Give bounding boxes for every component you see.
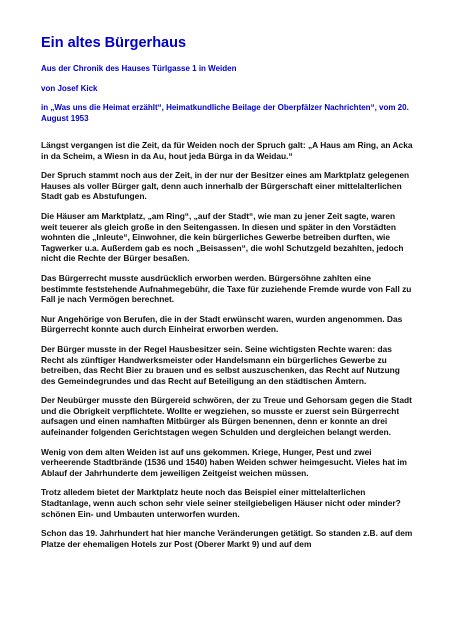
paragraph-8: Wenig von dem alten Weiden ist auf uns gekommen. Kriege, Hunger, Pest und zwei verheerende Stadtbrände (1536 und 1540) haben Weiden schwer heimgesucht. Vieles hat im Ablauf der Jahrhunderte dem jeweiligen Zeitgeist weichen müssen. <box>41 446 407 478</box>
paragraph-3: Die Häuser am Marktplatz, „am Ring“, „auf der Stadt“, wie man zu jener Zeit sagte, waren weit teuerer als gleich große in den Seitengassen. In diesen und später in den Vorstädten wohnten die „Inleute“, Einwohner, die kein bürgerliches Gewerbe betreiben durften, wie Tagwerker u.a. Außerdem gab es noch „Beisassen“, die wohl Schutzgeld bezahlten, jedoch nicht die Rechte der Bürger besaßen. <box>41 210 404 264</box>
document-subtitle: Aus der Chronik des Hauses Türlgasse 1 in Weiden <box>41 64 237 73</box>
paragraph-2: Der Spruch stammt noch aus der Zeit, in der nur der Besitzer eines am Marktplatz gelegenen Hauses als voller Bürger galt, denn auch innerhalb der Bürgerschaft einer mittelalterlichen Stadt gab es Abstufungen. <box>41 170 410 202</box>
document-page <box>41 34 413 634</box>
paragraph-10: Schon das 19. Jahrhundert hat hier manche Veränderungen getätigt. So standen z.B. auf dem Platze der ehemaligen Hotels zur Post (Oberer Markt 9) und auf dem <box>41 528 413 549</box>
document-source: in „Was uns die Heimat erzählt“, Heimatkundliche Beilage der Oberpfälzer Nachrichten“, vom 20. August 1953 <box>41 103 409 123</box>
document-title: Ein altes Bürgerhaus <box>41 35 187 51</box>
paragraph-5: Nur Angehörige von Berufen, die in der Stadt erwünscht waren, wurden angenommen. Das Bürgerrecht konnte auch durch Einheirat erworben werden. <box>41 313 403 335</box>
paragraph-4: Das Bürgerrecht musste ausdrücklich erworben werden. Bürgersöhne zahlten eine bestimmte feststehende Aufnahmegebühr, die Taxe für zuziehende Fremde wurde von Fall zu Fall je nach Vermögen berechnet. <box>41 272 412 305</box>
paragraph-1: Längst vergangen ist die Zeit, da für Weiden noch der Spruch galt: „A Haus am Ring, an Acka in da Scheim, a Wiesn in da Au, hout jeda Bürga in da Weidau.“ <box>41 140 413 161</box>
paragraph-9: Trotz alledem bietet der Marktplatz heute noch das Beispiel einer mittelalterlichen Stadtanlage, wenn auch schon sehr viele seiner steilgiebeligen Häuser nicht oder minder? schönen Ein- und Umbauten unterworfen wurden. <box>41 487 401 519</box>
paragraph-6: Der Bürger musste in der Regel Hausbesitzer sein. Seine wichtigsten Rechte waren: das Recht als zünftiger Handwerksmeister oder Handelsmann ein bürgerliches Gewerbe zu betreiben, das Recht Bier zu brauen und es selbst auszuschenken, das Recht auf Nutzung des Gemeindegrundes und das Recht auf Beteiligung an den städtischen Ämtern. <box>41 343 400 386</box>
paragraph-7: Der Neubürger musste den Bürgereid schwören, der zu Treue und Gehorsam gegen die Stadt und die Obrigkeit verpflichtete. Wollte er wegziehen, so musste er zuerst sein Bürgerrecht aufsagen und einen namhaften Mitbürger als Bürgen benennen, denn er konnte an drei aufeinander folgenden Gerichtstagen wegen Schulden und dergleichen belangt werden. <box>41 395 412 438</box>
document-author: von Josef Kick <box>41 83 98 93</box>
